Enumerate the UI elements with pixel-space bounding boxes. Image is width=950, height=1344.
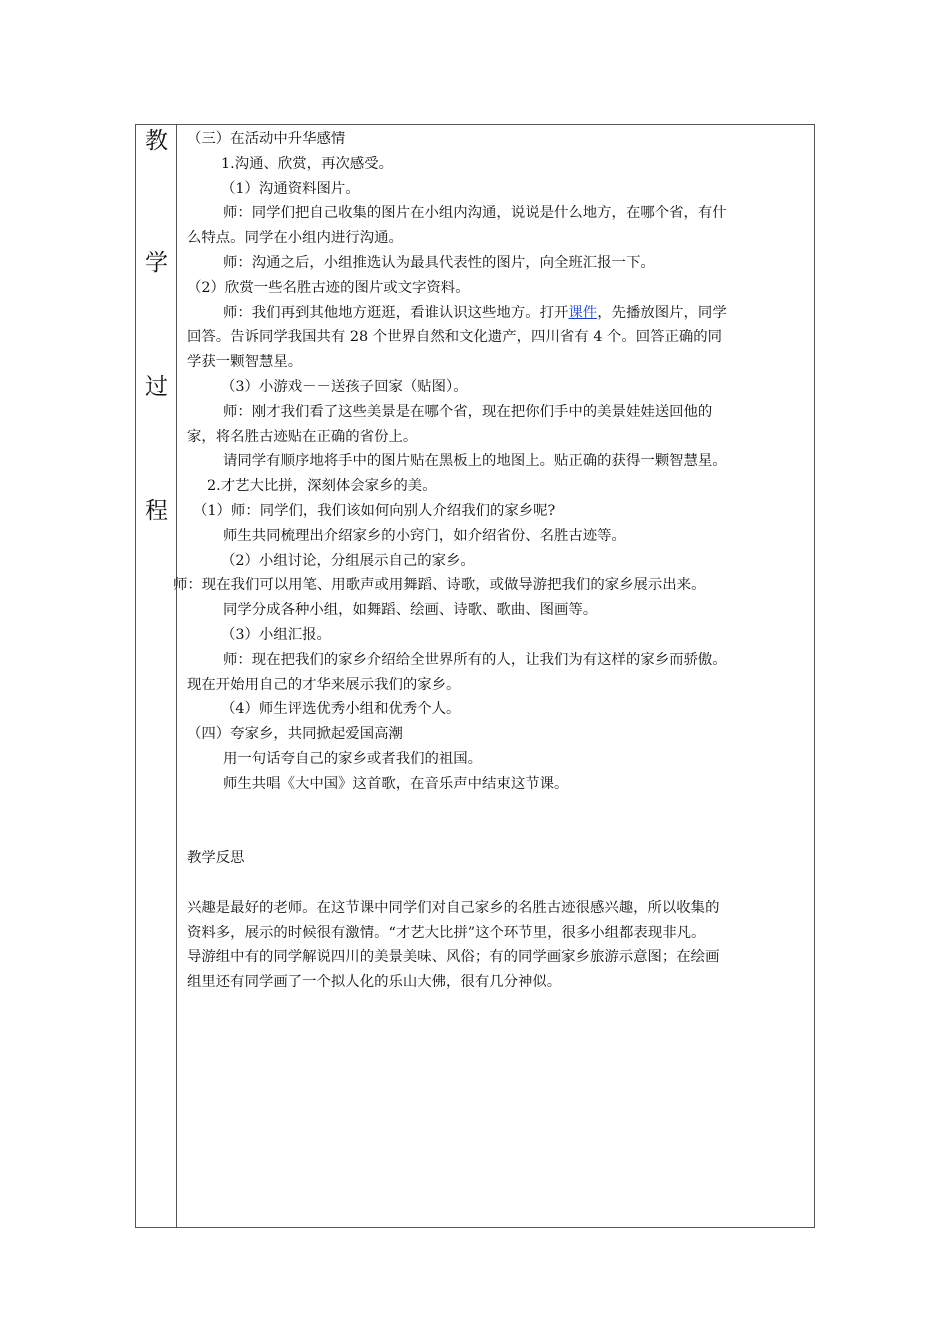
section-label-char: 过 [145, 374, 168, 400]
lesson-content [173, 127, 809, 995]
reflection-line: 兴趣是最好的老师。在这节课中同学们对自己家乡的名胜古迹很感兴趣，所以收集的 [187, 899, 720, 916]
text-line: 师：现在我们可以用笔、用歌声或用舞蹈、诗歌，或做导游把我们的家乡展示出来。 [173, 577, 706, 594]
text-line: （3）小游戏－－送孩子回家（贴图）。 [221, 378, 468, 395]
section-label-char: 教 [145, 128, 168, 154]
text-line: 学获一颗智慧星。 [187, 354, 303, 371]
text-line: 同学分成各种小组，如舞蹈、绘画、诗歌、歌曲、图画等。 [223, 602, 598, 619]
text-line: （3）小组汇报。 [221, 626, 331, 643]
spacer [187, 797, 809, 822]
section-label-char: 程 [145, 498, 168, 524]
text-line: 师：同学们把自己收集的图片在小组内沟通，说说是什么地方，在哪个省，有什 [223, 205, 727, 222]
text-line: 现在开始用自己的才华来展示我们的家乡。 [187, 676, 461, 693]
section-label-column [136, 125, 177, 1227]
text-line: （1）沟通资料图片。 [221, 180, 360, 197]
text-line: 2.才艺大比拼，深刻体会家乡的美。 [207, 478, 437, 495]
courseware-link[interactable]: 课件 [568, 304, 598, 321]
text-line: （2）欣赏一些名胜古迹的图片或文字资料。 [187, 279, 470, 296]
section-heading: （四）夸家乡，共同掀起爱国高潮 [187, 726, 403, 743]
section-heading: （三）在活动中升华感情 [187, 131, 346, 147]
text-line: 师：沟通之后，小组推选认为最具代表性的图片，向全班汇报一下。 [223, 254, 655, 271]
text-segment: 师：我们再到其他地方逛逛，看谁认识这些地方。打开 [223, 304, 569, 321]
text-line: 回答。告诉同学我国共有 28 个世界自然和文化遗产，四川省有 4 个。回答正确的同 [187, 329, 723, 346]
text-line: 1.沟通、欣赏，再次感受。 [221, 155, 394, 172]
reflection-line: 导游组中有的同学解说四川的美景美味、风俗；有的同学画家乡旅游示意图；在绘画 [187, 949, 720, 966]
text-line: （1）师：同学们，我们该如何向别人介绍我们的家乡呢? [193, 502, 556, 519]
text-line: 家，将名胜古迹贴在正确的省份上。 [187, 428, 418, 445]
reflection-line: 资料多，展示的时候很有激情。“才艺大比拼”这个环节里，很多小组都表现非凡。 [187, 924, 706, 941]
spacer [187, 821, 809, 846]
text-line: 师：现在把我们的家乡介绍给全世界所有的人，让我们为有这样的家乡而骄傲。 [223, 651, 727, 668]
section-label-char: 学 [145, 250, 168, 276]
lesson-process-table [135, 124, 815, 1228]
text-segment: ，先播放图片，同学 [597, 304, 727, 321]
reflection-line: 组里还有同学画了一个拟人化的乐山大佛，很有几分神似。 [187, 974, 562, 991]
text-line: 用一句话夸自己的家乡或者我们的祖国。 [223, 750, 483, 767]
text-line: 请同学有顺序地将手中的图片贴在黑板上的地图上。贴正确的获得一颗智慧星。 [223, 453, 727, 470]
text-line: 么特点。同学在小组内进行沟通。 [187, 230, 403, 247]
text-line: 师生共唱《大中国》这首歌，在音乐声中结束这节课。 [223, 775, 569, 792]
text-line [187, 301, 809, 326]
text-line: 师生共同梳理出介绍家乡的小窍门，如介绍省份、名胜古迹等。 [223, 527, 626, 544]
text-line: 师：刚才我们看了这些美景是在哪个省，现在把你们手中的美景娃娃送回他的 [223, 403, 713, 420]
spacer [187, 871, 809, 896]
text-line: （2）小组讨论，分组展示自己的家乡。 [221, 552, 475, 569]
text-line: （4）师生评选优秀小组和优秀个人。 [221, 701, 461, 718]
reflection-heading: 教学反思 [187, 850, 245, 867]
